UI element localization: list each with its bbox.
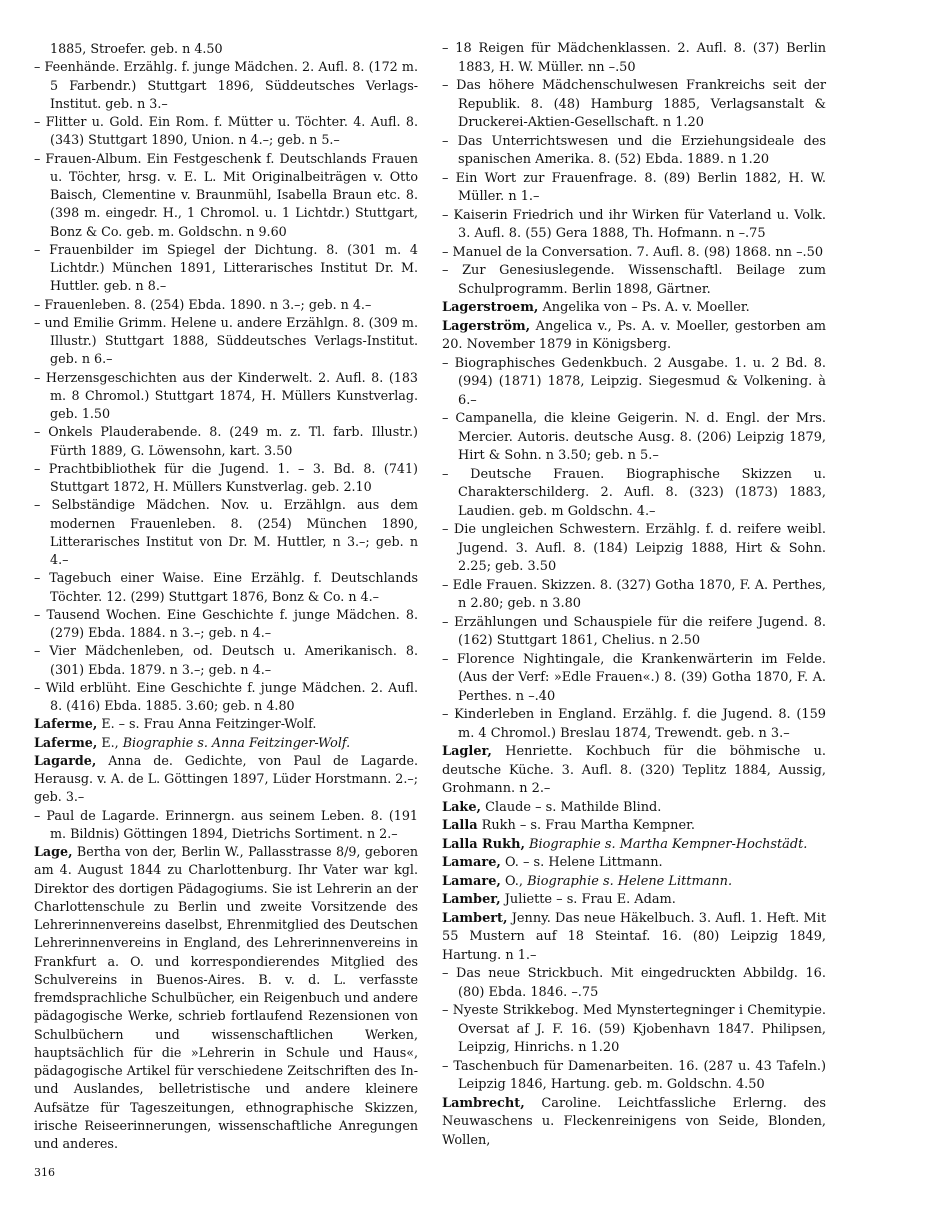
sub-entry bbox=[442, 577, 826, 614]
sub-entry bbox=[442, 355, 826, 411]
entry-italic-reference: Biographie s. Martha Kempner-Hochstädt. bbox=[529, 836, 808, 852]
lexicon-entry bbox=[442, 836, 826, 855]
entry-headword: Lage, bbox=[34, 844, 73, 859]
entry-text: – Selbständige Mädchen. Nov. u. Erzählgn. aus dem modernen Frauenleben. 8. (254) München 1890, Litterarisches Institut von Dr. M. Huttler, n 3.–; geb. n 4.– bbox=[34, 497, 418, 567]
lexicon-entry bbox=[442, 318, 826, 355]
entry-headword: Lagler, bbox=[442, 744, 492, 759]
entry-text: O., bbox=[500, 873, 528, 889]
entry-text: – Taschenbuch für Damenarbeiten. 16. (287 u. 43 Tafeln.) Leipzig 1846, Hartung. geb. m. Goldschn. 4.50 bbox=[442, 1058, 826, 1092]
entry-text: – und Emilie Grimm. Helene u. andere Erzählgn. 8. (309 m. Illustr.) Stuttgart 1888, Süddeutsches Verlags-Institut. geb. n 6.– bbox=[34, 314, 418, 367]
entry-headword: Lalla Rukh, bbox=[442, 836, 525, 852]
lexicon-entry bbox=[442, 799, 826, 818]
entry-text: – Das neue Strickbuch. Mit eingedruckten Abbildg. 16. (80) Ebda. 1846. –.75 bbox=[442, 966, 826, 1000]
entry-headword: Lamare, bbox=[442, 855, 501, 870]
entry-text: – Zur Genesiuslegende. Wissenschaftl. Beilage zum Schulprogramm. Berlin 1898, Gärtner. bbox=[442, 263, 826, 297]
entry-headword: Laferme, bbox=[34, 716, 98, 732]
entry-text: – Wild erblüht. Eine Geschichte f. junge Mädchen. 2. Aufl. 8. (416) Ebda. 1885. 3.60; geb. n 4.80 bbox=[34, 679, 418, 713]
entry-headword: Lambert, bbox=[442, 910, 508, 926]
lexicon-entry bbox=[442, 873, 826, 892]
lexicon-entry bbox=[442, 910, 826, 966]
lexicon-entry bbox=[34, 734, 418, 752]
sub-entry bbox=[34, 569, 418, 606]
sub-entry bbox=[442, 77, 826, 133]
entry-text: – Tagebuch einer Waise. Eine Erzählg. f. Deutschlands Töchter. 12. (299) Stuttgart 1876, Bonz & Co. n 4.– bbox=[34, 570, 418, 604]
page-number: 316 bbox=[34, 1166, 55, 1179]
entry-text: – Manuel de la Conversation. 7. Aufl. 8. (98) 1868. nn –.50 bbox=[442, 244, 824, 260]
entry-text: – Paul de Lagarde. Erinnergn. aus seinem Leben. 8. (191 m. Bildnis) Göttingen 1894, Dietrichs Sortiment. n 2.– bbox=[34, 807, 418, 841]
entry-text: Claude – s. Mathilde Blind. bbox=[481, 799, 662, 815]
entry-text: – Onkels Plauderabende. 8. (249 m. z. Tl. farb. Illustr.) Fürth 1889, G. Löwensohn, kart. 3.50 bbox=[34, 424, 418, 458]
sub-entry bbox=[442, 965, 826, 1002]
continued-entry bbox=[34, 40, 418, 58]
sub-entry bbox=[442, 1002, 826, 1058]
lexicon-entry bbox=[34, 843, 418, 1153]
sub-entry bbox=[442, 1058, 826, 1095]
sub-entry bbox=[442, 651, 826, 707]
entry-text: – 18 Reigen für Mädchenklassen. 2. Aufl. 8. (37) Berlin 1883, H. W. Müller. nn –.50 bbox=[442, 41, 826, 75]
sub-entry bbox=[442, 40, 826, 77]
entry-text: – Herzensgeschichten aus der Kinderwelt. 2. Aufl. 8. (183 m. 8 Chromol.) Stuttgart 1874, H. Müllers Kunstverlag. geb. 1.50 bbox=[34, 369, 418, 421]
entry-headword: Lagerstroem, bbox=[442, 300, 539, 315]
sub-entry bbox=[34, 423, 418, 460]
sub-entry bbox=[34, 606, 418, 643]
sub-entry bbox=[442, 521, 826, 577]
sub-entry bbox=[442, 133, 826, 170]
entry-text: – Nyeste Strikkebog. Med Mynstertegninger i Chemitypie. Oversat af J. F. 16. (59) Kjobenhavn 1847. Philipsen, Leipzig, Hinrichs. n 1.20 bbox=[442, 1003, 826, 1055]
sub-entry bbox=[34, 314, 418, 369]
entry-headword: Lagarde, bbox=[34, 752, 97, 768]
entry-text: Bertha von der, Berlin W., Pallasstrasse 8/9, geboren am 4. August 1844 zu Charlottenburg. Ihr Vater war kgl. Direktor des dortigen Pädagogiums. Sie ist Lehrerin an der Charlottenschule zu Berlin und zweite Vorsitzende des Lehrerinnenvereins daselbst, Ehrenmitglied des Deutschen Lehrerinnenvereins in England, des Lehrerinnenvereins in Frankfurt a. O. und korrespondierendes Mitglied des Schulvereins in Buenos-Aires. B. v. d. L. verfasste fremdsprachliche Schulbücher, ein Reigenbuch und andere pädagogische Werke, schrieb fortlaufend Rezensionen von Schulbüchern und wissenschaftlichen Werken, hauptsächlich für die »Lehrerin in Schule und Haus«, pädagogische Artikel für verschiedene Zeitschriften des In- und Auslandes, belletristische und andere kleinere Aufsätze für Tageszeitungen, ethnographische Skizzen, irische Reiseerinnerungen, wissenschaftliche Anregungen und anderes. bbox=[34, 844, 418, 1151]
sub-entry bbox=[442, 706, 826, 743]
sub-entry bbox=[442, 170, 826, 207]
entry-text: Caroline. Leichtfassliche Erlerng. des Neuwaschens u. Fleckenreinigens von Seide, Blonden, Wollen, bbox=[442, 1095, 826, 1148]
entry-headword: Lamber, bbox=[442, 892, 501, 907]
entry-text: E., bbox=[97, 734, 123, 750]
sub-entry bbox=[34, 58, 418, 113]
sub-entry bbox=[442, 410, 826, 466]
entry-text: Jenny. Das neue Häkelbuch. 3. Aufl. 1. Heft. Mit 55 Mustern auf 18 Steintaf. 16. (80) Leipzig 1849, Hartung. n 1.– bbox=[442, 910, 826, 963]
entry-text: – Das höhere Mädchenschulwesen Frankreichs seit der Republik. 8. (48) Hamburg 1885, Verlagsanstalt & Druckerei-Aktien-Gesellschaft. n 1.20 bbox=[442, 78, 826, 130]
sub-entry bbox=[34, 150, 418, 241]
entry-text: – Das Unterrichtswesen und die Erziehungsideale des spanischen Amerika. 8. (52) Ebda. 1889. n 1.20 bbox=[442, 133, 826, 167]
sub-entry bbox=[442, 614, 826, 651]
entry-text: E. – s. Frau Anna Feitzinger-Wolf. bbox=[97, 716, 317, 732]
entry-headword: Lamare, bbox=[442, 873, 501, 889]
entry-text: – Biographisches Gedenkbuch. 2 Ausgabe. 1. u. 2 Bd. 8. (994) (1871) 1878, Leipzig. Siegesmud & Volkening. à 6.– bbox=[442, 355, 826, 408]
sub-entry bbox=[34, 241, 418, 296]
entry-italic-reference: Biographie s. Anna Feitzinger-Wolf. bbox=[122, 734, 351, 750]
sub-entry bbox=[34, 369, 418, 424]
lexicon-entry bbox=[442, 854, 826, 873]
entry-headword: Lambrecht, bbox=[442, 1095, 525, 1111]
entry-text: – Frauenleben. 8. (254) Ebda. 1890. n 3.–; geb. n 4.– bbox=[34, 296, 372, 312]
entry-text: Rukh – s. Frau Martha Kempner. bbox=[477, 818, 695, 833]
sub-entry bbox=[34, 460, 418, 497]
lexicon-entry bbox=[442, 891, 826, 910]
sub-entry bbox=[34, 296, 418, 314]
entry-text: Angelica v., Ps. A. v. Moeller, gestorben am 20. November 1879 in Königsberg. bbox=[442, 318, 826, 352]
sub-entry bbox=[442, 466, 826, 522]
entry-text: Angelika von – Ps. A. v. Moeller. bbox=[538, 300, 750, 315]
entry-text: – Frauen-Album. Ein Festgeschenk f. Deutschlands Frauen u. Töchter, hrsg. v. E. L. Mit Originalbeiträgen v. Otto Baisch, Clementine v. Braunmühl, Isabella Braun etc. 8. (398 m. eingedr. H., 1 Chromol. u. 1 Lichtdr.) Stuttgart, Bonz & Co. geb. m. Goldschn. n 9.60 bbox=[34, 150, 418, 239]
entry-text: – Campanella, die kleine Geigerin. N. d. Engl. der Mrs. Mercier. Autoris. deutsche Ausg. 8. (206) Leipzig 1879, Hirt & Sohn. n 3.50; geb. n 5.– bbox=[442, 411, 826, 463]
entry-headword: Lalla bbox=[442, 818, 478, 833]
entry-text: – Florence Nightingale, die Krankenwärterin im Felde. (Aus der Verf: »Edle Frauen«.) 8. (39) Gotha 1870, F. A. Perthes. n –.40 bbox=[442, 651, 826, 704]
left-column bbox=[34, 40, 418, 1153]
sub-entry bbox=[442, 207, 826, 244]
sub-entry bbox=[34, 496, 418, 569]
entry-text: – Vier Mädchenleben, od. Deutsch u. Amerikanisch. 8. (301) Ebda. 1879. n 3.–; geb. n 4.– bbox=[34, 643, 418, 677]
entry-text: Anna de. Gedichte, von Paul de Lagarde. Herausg. v. A. de L. Göttingen 1897, Lüder Horstmann. 2.–; geb. 3.– bbox=[34, 752, 418, 805]
entry-text: – Frauenbilder im Spiegel der Dichtung. 8. (301 m. 4 Lichtdr.) München 1891, Litterarisches Institut Dr. M. Huttler. geb. n 8.– bbox=[34, 241, 418, 294]
right-column bbox=[442, 40, 826, 1150]
entry-text: – Tausend Wochen. Eine Geschichte f. junge Mädchen. 8. (279) Ebda. 1884. n 3.–; geb. n 4.– bbox=[34, 606, 418, 640]
entry-text: – Ein Wort zur Frauenfrage. 8. (89) Berlin 1882, H. W. Müller. n 1.– bbox=[442, 170, 826, 204]
entry-headword: Lake, bbox=[442, 799, 482, 815]
lexicon-entry bbox=[442, 817, 826, 836]
lexicon-entry bbox=[34, 715, 418, 733]
entry-text: – Feenhände. Erzählg. f. junge Mädchen. 2. Aufl. 8. (172 m. 5 Farbendr.) Stuttgart 1896, Süddeutsches Verlags-Institut. geb. n 3.– bbox=[34, 59, 418, 111]
entry-headword: Lagerström, bbox=[442, 318, 531, 334]
entry-text: O. – s. Helene Littmann. bbox=[500, 855, 663, 870]
entry-text: – Kinderleben in England. Erzählg. f. die Jugend. 8. (159 m. 4 Chromol.) Breslau 1874, Trewendt. geb. n 3.– bbox=[442, 707, 826, 741]
sub-entry bbox=[34, 807, 418, 844]
entry-text: – Deutsche Frauen. Biographische Skizzen u. Charakterschilderg. 2. Aufl. 8. (323) (1873) 1883, Laudien. geb. m Goldschn. 4.– bbox=[442, 466, 826, 519]
entry-text: Juliette – s. Frau E. Adam. bbox=[500, 892, 676, 907]
sub-entry bbox=[442, 262, 826, 299]
sub-entry bbox=[34, 642, 418, 679]
entry-headword: Laferme, bbox=[34, 734, 98, 750]
entry-text: – Kaiserin Friedrich und ihr Wirken für Vaterland u. Volk. 3. Aufl. 8. (55) Gera 1888, Th. Hofmann. n –.75 bbox=[442, 207, 826, 241]
entry-text: – Flitter u. Gold. Ein Rom. f. Mütter u. Töchter. 4. Aufl. 8. (343) Stuttgart 1890, Union. n 4.–; geb. n 5.– bbox=[34, 114, 418, 148]
entry-text: – Edle Frauen. Skizzen. 8. (327) Gotha 1870, F. A. Perthes, n 2.80; geb. n 3.80 bbox=[442, 577, 826, 611]
sub-entry bbox=[442, 244, 826, 263]
lexicon-entry bbox=[442, 1095, 826, 1151]
entry-text: – Die ungleichen Schwestern. Erzählg. f. d. reifere weibl. Jugend. 3. Aufl. 8. (184) Leipzig 1888, Hirt & Sohn. 2.25; geb. 3.50 bbox=[442, 522, 826, 574]
lexicon-entry bbox=[442, 743, 826, 799]
entry-text: – Prachtbibliothek für die Jugend. 1. – 3. Bd. 8. (741) Stuttgart 1872, H. Müllers Kunstverlag. geb. 2.10 bbox=[34, 460, 418, 494]
sub-entry bbox=[34, 679, 418, 716]
entry-text: 1885, Stroefer. geb. n 4.50 bbox=[50, 41, 223, 56]
lexicon-entry bbox=[442, 299, 826, 318]
entry-text: – Erzählungen und Schauspiele für die reifere Jugend. 8. (162) Stuttgart 1861, Chelius. n 2.50 bbox=[442, 614, 826, 648]
lexicon-entry bbox=[34, 752, 418, 807]
entry-italic-reference: Biographie s. Helene Littmann. bbox=[527, 873, 733, 889]
sub-entry bbox=[34, 113, 418, 150]
entry-text: Henriette. Kochbuch für die böhmische u. deutsche Küche. 3. Aufl. 8. (320) Teplitz 1884, Aussig, Grohmann. n 2.– bbox=[442, 744, 826, 796]
